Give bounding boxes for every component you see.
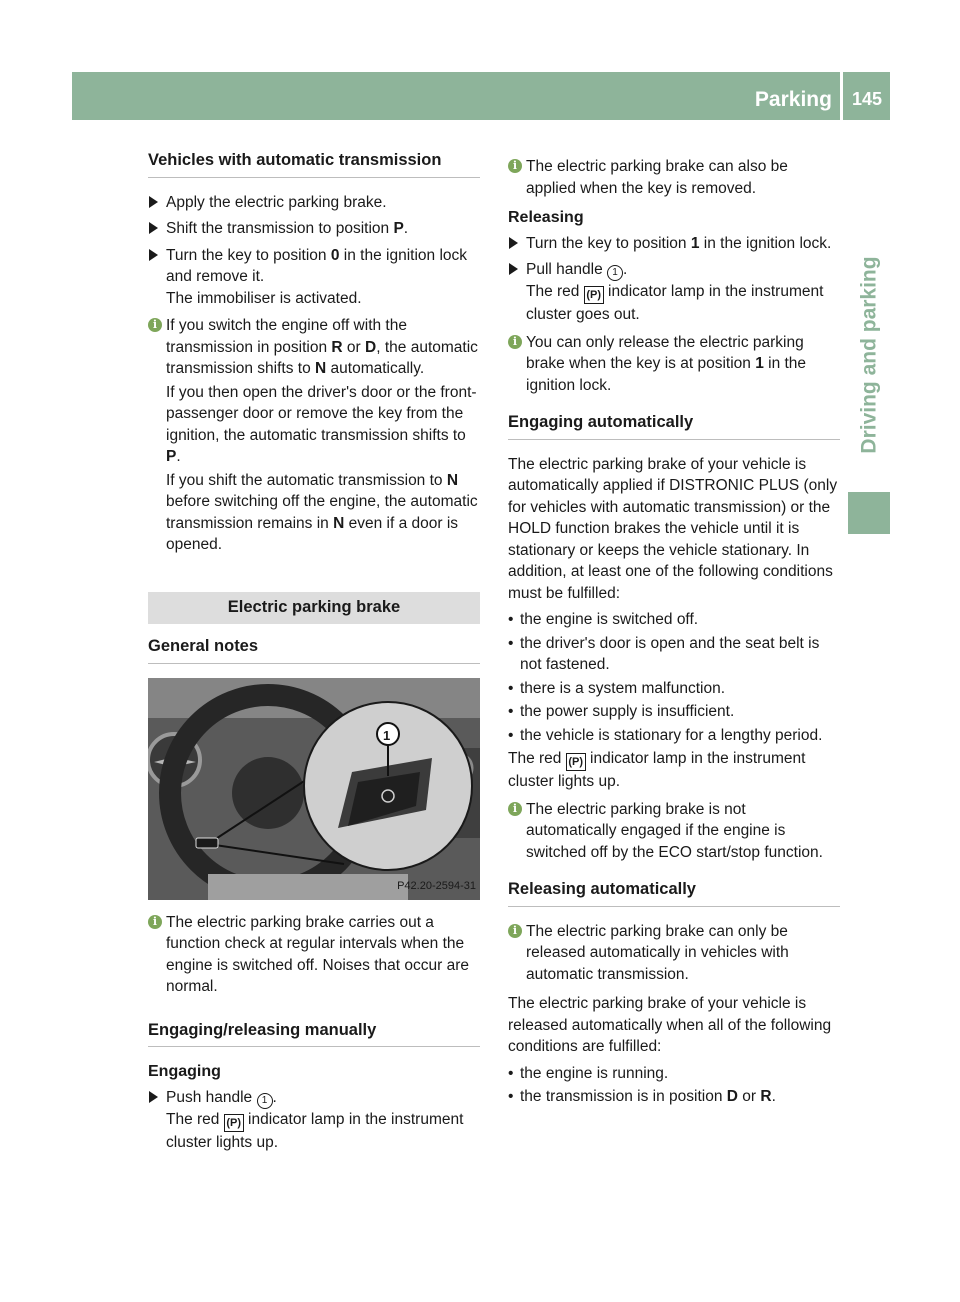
callout-1-icon: 1 (607, 265, 623, 281)
list-item: • the driver's door is open and the seat belt is not fastened. (508, 634, 820, 673)
step-pull-handle: Pull handle 1 . The red (P) indicator lamp in the instrument cluster goes out. (508, 259, 840, 326)
subheading-releasing: Releasing (508, 209, 584, 226)
list-item: • the engine is switched off. (508, 611, 699, 628)
section-heading-automatic: Vehicles with automatic transmission (148, 150, 480, 178)
section-heading-general-notes: General notes (148, 636, 480, 664)
parking-brake-lamp-icon: (P) (584, 286, 604, 304)
photo-callout-1: 1 (383, 727, 391, 743)
arrow-icon (149, 196, 158, 208)
section-heading-releasing-automatically: Releasing automatically (508, 879, 840, 907)
section-band-electric-parking-brake: Electric parking brake (148, 592, 480, 625)
info-icon: i (508, 335, 522, 349)
auto-engage-paragraph: The electric parking brake of your vehicle is automatically applied if DISTRONIC PLUS (only for vehicles with automatic transmission) or the HOLD function brakes the vehicle until it is stationary or keeps the vehicle stationary. In addition, at least one of the following conditions must be fulfilled: (508, 455, 838, 602)
info-icon: i (508, 159, 522, 173)
header-title: Parking (754, 87, 832, 111)
info-icon: i (148, 318, 162, 332)
callout-1-icon: 1 (257, 1093, 273, 1109)
release-paragraph: The electric parking brake of your vehicle is released automatically when all of the following conditions are fulfilled: (508, 995, 832, 1055)
left-column (148, 150, 480, 1158)
list-item: • the transmission is in position D or R. (508, 1088, 776, 1105)
info-note-eco: i The electric parking brake is not automatically engaged if the engine is switched off by the ECO start/stop function. (508, 799, 840, 864)
side-tab-label: Driving and parking (857, 256, 881, 454)
side-tab (848, 230, 890, 480)
step-turn-key: Turn the key to position 0 in the ignition lock and remove it. The immobiliser is activated. (148, 245, 480, 310)
step-push-handle: Push handle 1 . The red (P) indicator lamp in the instrument cluster lights up. (148, 1087, 480, 1154)
arrow-icon (149, 222, 158, 234)
info-note-release-position: i You can only release the electric parking brake when the key is at position 1 in the ignition lock. (508, 332, 840, 397)
page-header (72, 72, 890, 120)
list-item: • the vehicle is stationary for a lengthy period. (508, 726, 823, 744)
info-note-shift: i If you switch the engine off with the transmission in position R or D, the automatic transmission shifts to N automatically. If you then open the driver's door or the front-passenger door or remove the key from the ignition, the automatic transmission shifts to P. If you shift the automatic transmission to N before switching off the engine, the automatic transmission remains in N even if a door is opened. (148, 315, 480, 556)
list-item: • the engine is running. (508, 1064, 669, 1082)
list-item: • there is a system malfunction. (508, 679, 726, 697)
info-note-function-check: i The electric parking brake carries out a function check at regular intervals when the engine is switched off. Noises that occur are normal. (148, 912, 480, 998)
section-heading-engaging-automatically: Engaging automatically (508, 412, 840, 440)
subheading-engaging: Engaging (148, 1063, 221, 1080)
page-number: 145 (851, 88, 882, 109)
right-column (508, 156, 840, 1110)
parking-brake-lamp-icon: (P) (224, 1114, 244, 1132)
list-item: • the power supply is insufficient. (508, 703, 735, 720)
steering-wheel-photo (148, 678, 480, 900)
step-turn-key-1: Turn the key to position 1 in the ignition lock. (508, 233, 840, 255)
arrow-icon (149, 1091, 158, 1103)
arrow-icon (149, 249, 158, 261)
info-icon: i (508, 924, 522, 938)
header-right (755, 72, 890, 120)
photo-reference-code: P42.20-2594-31 (397, 880, 476, 892)
info-note-release-auto: i The electric parking brake can only be released automatically in vehicles with automatic transmission. (508, 921, 840, 986)
arrow-icon (509, 263, 518, 275)
info-icon: i (508, 802, 522, 816)
step-result: The immobiliser is activated. (166, 289, 362, 307)
step-shift-p: Shift the transmission to position P. (148, 218, 480, 240)
info-icon: i (148, 915, 162, 929)
section-heading-engaging-releasing: Engaging/releasing manually (148, 1020, 480, 1048)
side-tab-marker (848, 492, 890, 534)
step-apply-brake: Apply the electric parking brake. (148, 192, 480, 214)
arrow-icon (509, 237, 518, 249)
lamp-lights-paragraph: The red (P) indicator lamp in the instrument cluster lights up. (508, 750, 806, 790)
photo-illustration (148, 678, 480, 900)
parking-brake-lamp-icon: (P) (566, 753, 586, 771)
info-note-key-removed: i The electric parking brake can also be applied when the key is removed. (508, 156, 840, 199)
